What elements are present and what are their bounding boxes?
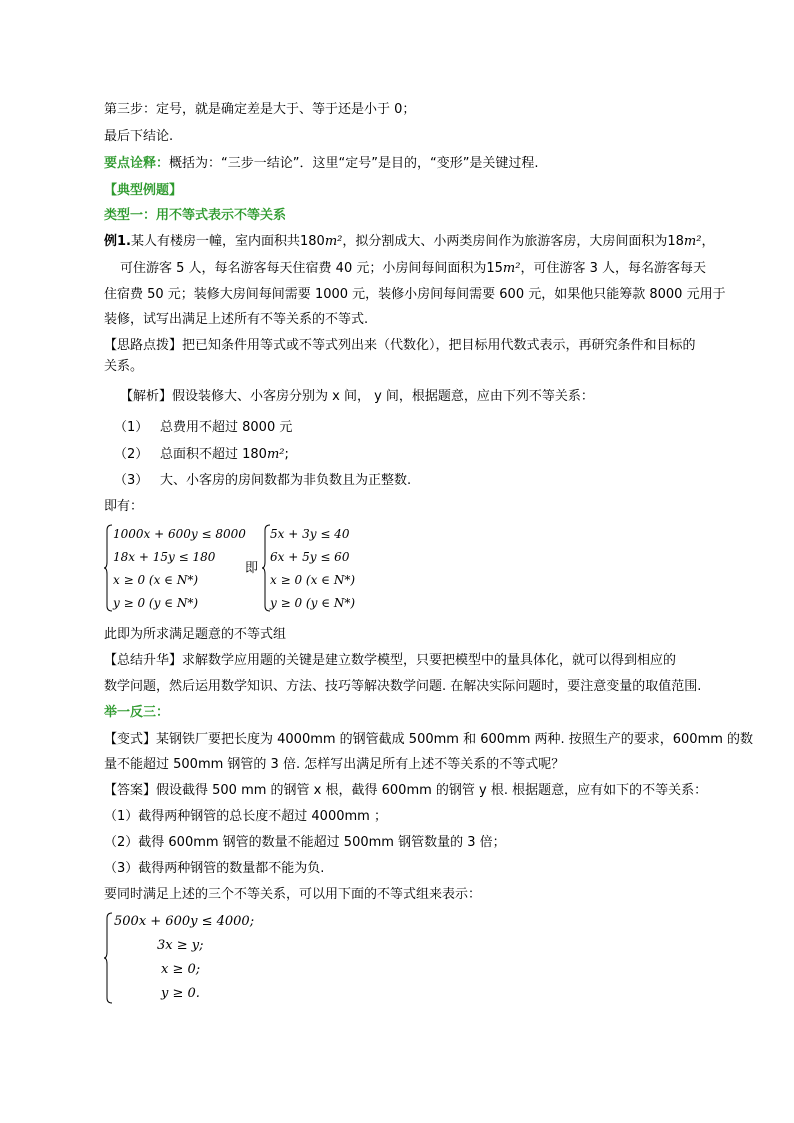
conclusion-text: 最后下结论.	[104, 129, 174, 144]
example1-text-c: ，	[701, 234, 715, 249]
answer-item3: （3）截得两种钢管的数量都不能为负.	[104, 861, 325, 876]
cond3-text: 大、小客房的房间数都为非负数且为正整数.	[160, 473, 412, 488]
example1-text-e: ，可住游客 3 人，每名游客每天	[520, 261, 706, 276]
system2-row: 5x + 3y ≤ 40	[270, 527, 350, 541]
cond3-number: （3）	[114, 473, 149, 488]
cond2-number: （2）	[114, 447, 149, 462]
ji-text: 即	[245, 561, 259, 576]
key-point-label: 要点诠释：	[104, 156, 170, 171]
answer-item2: （2）截得 600mm 钢管的数量不能超过 500mm 钢管数量的 3 倍；	[104, 835, 506, 850]
have-text: 即有：	[104, 499, 144, 514]
unit-m2: m²	[324, 234, 343, 249]
system2-row: y ≥ 0 (y ∈ N*)	[270, 596, 356, 610]
system2-row: x ≥ 0 (x ∈ N*)	[270, 573, 356, 587]
juyi-heading: 举一反三：	[104, 705, 170, 720]
example1-text-a: 某人有楼房一幢，室内面积共180	[130, 234, 325, 249]
system3-row: 3x ≥ y;	[157, 938, 204, 953]
final-text: 此即为所求满足题意的不等式组	[104, 627, 287, 642]
answer-item1: （1）截得两种钢管的总长度不超过 4000mm ；	[104, 809, 387, 824]
key-point-text: 概括为：“三步一结论”．这里“定号”是目的，“变形”是关键过程.	[169, 156, 539, 171]
system1-row: 18x + 15y ≤ 180	[113, 550, 216, 564]
summary-line2: 数学问题，然后运用数学知识、方法、技巧等解决数学问题. 在解决实际问题时，要注意变量的取值范围.	[104, 679, 702, 694]
system3-row: y ≥ 0.	[161, 986, 200, 1001]
summary-line1: 【总结升华】求解数学应用题的关键是建立数学模型，只要把模型中的量具体化，就可以得到相应的	[104, 653, 677, 668]
type1-heading: 类型一：用不等式表示不等关系	[104, 208, 287, 223]
variant-line1: 【变式】某钢铁厂要把长度为 4000mm 的钢管截成 500mm 和 600mm 两种. 按照生产的要求，600mm 的数	[104, 732, 754, 747]
system3-row: 500x + 600y ≤ 4000;	[114, 914, 255, 929]
example1-line2	[120, 260, 706, 278]
unit-m2: m²	[502, 261, 521, 276]
answer-line: 【答案】假设截得 500 mm 的钢管 x 根，截得 600mm 的钢管 y 根. 根据题意，应有如下的不等关系：	[104, 783, 708, 798]
unit-m2: m²	[683, 234, 702, 249]
system3-row: x ≥ 0;	[161, 962, 201, 977]
cond1-text: 总费用不超过 8000 元	[160, 420, 293, 435]
example1-label: 例1.	[104, 234, 131, 249]
key-point	[104, 155, 539, 173]
typical-heading: 【典型例题】	[104, 183, 183, 198]
system2-row: 6x + 5y ≤ 60	[270, 550, 350, 564]
answer-item4: 要同时满足上述的三个不等关系，可以用下面的不等式组来表示：	[104, 887, 482, 902]
system1-row: y ≥ 0 (y ∈ N*)	[113, 596, 199, 610]
example1-text-d: 可住游客 5 人，每名游客每天住宿费 40 元；小房间每间面积为15	[120, 261, 503, 276]
example1-line3: 住宿费 50 元；装修大房间每间需要 1000 元，装修小房间每间需要 600 元，如果他只能筹款 8000 元用于	[104, 287, 726, 302]
step3-text: 第三步：定号，就是确定差是大于、等于还是小于 0；	[104, 102, 416, 117]
variant-line2: 量不能超过 500mm 钢管的 3 倍. 怎样写出满足所有上述不等关系的不等式呢？	[104, 757, 565, 772]
unit-m2: m²	[266, 447, 285, 462]
solution-line: 【解析】假设装修大、小客房分别为 x 间， y 间，根据题意，应由下列不等关系：	[120, 389, 594, 404]
cond1-number: （1）	[114, 420, 149, 435]
brace-system3	[104, 912, 114, 1004]
hint-line1: 【思路点拨】把已知条件用等式或不等式列出来（代数化），把目标用代数式表示，再研究条件和目标的	[104, 338, 696, 353]
example1-line1	[104, 233, 714, 251]
cond2-text-main: 总面积不超过 180	[160, 447, 267, 462]
system1-row: x ≥ 0 (x ∈ N*)	[113, 573, 199, 587]
cond2-text: 总面积不超过 180m²;	[160, 447, 289, 462]
system1-row: 1000x + 600y ≤ 8000	[113, 527, 246, 541]
hint-line2: 关系。	[104, 359, 144, 374]
example1-line4: 装修，试写出满足上述所有不等关系的不等式.	[104, 312, 369, 327]
example1-text-b: ，拟分割成大、小两类房间作为旅游客房，大房间面积为18	[342, 234, 684, 249]
